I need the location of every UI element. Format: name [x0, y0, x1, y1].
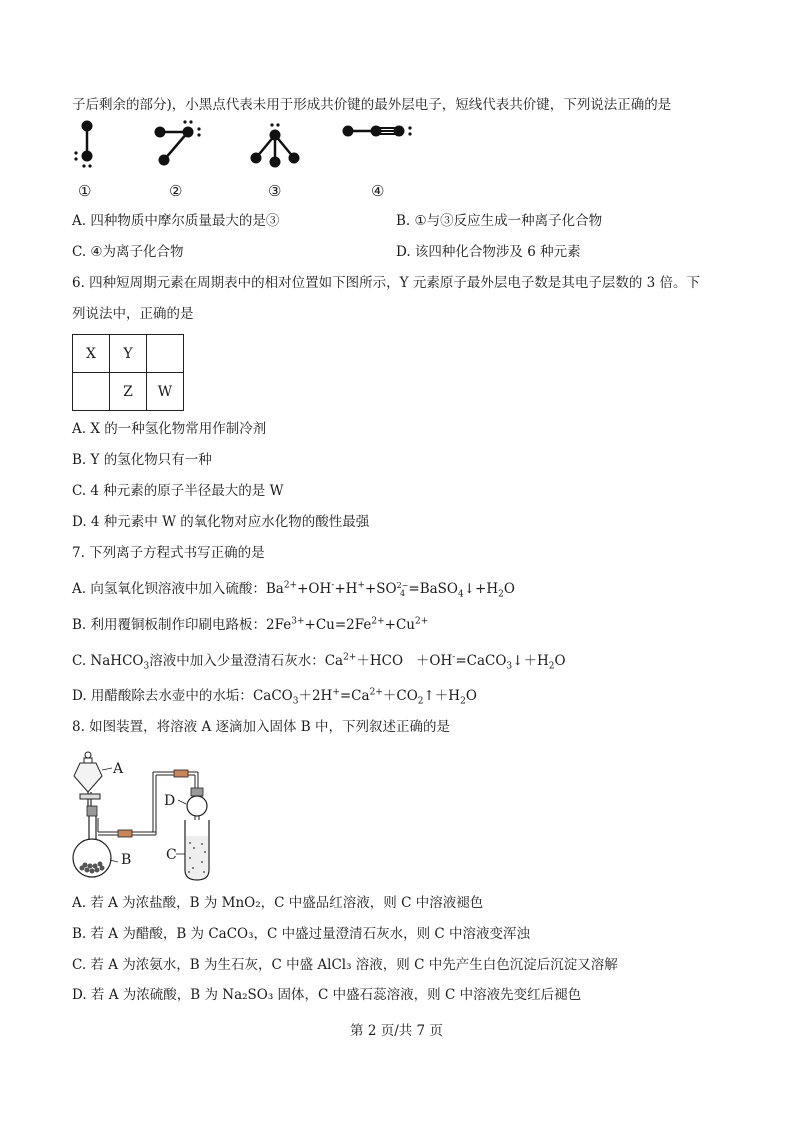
q7-option-b: B. 利用覆铜板制作印刷电路板：$2Fe^{3+}+Cu=2Fe^{2+}+Cu^{2+}$ [72, 616, 429, 633]
q7-option-a: A. 向氢氧化钡溶液中加入硫酸：$Ba^{2+}+OH^-+H^++SO2-$ $4 =BaSO_4↓+H_2O$ [72, 580, 515, 600]
q8-option-d: D. 若 A 为浓硫酸，B 为 Na₂SO₃ 固体，C 中盛石蕊溶液，则 C 中溶液先变红后褪色 [72, 987, 582, 1003]
q6-stem-line-2: 列说法中，正确的是 [72, 306, 194, 322]
q7-option-c-text: 溶液中加入少量澄清石灰水： [149, 653, 325, 669]
cell-z: Z [110, 373, 147, 411]
q8-option-c: C. 若 A 为浓氨水，B 为生石灰，C 中盛 AlCl₃ 溶液，则 C 中先产生白色沉淀后沉淀又溶解 [72, 957, 618, 973]
cell-y: Y [110, 335, 147, 373]
q6-option-d: D. 4 种元素中 W 的氧化物对应水化物的酸性最强 [72, 514, 370, 530]
q7-option-c-prefix: C. NaHCO [72, 653, 144, 669]
cell-w: W [147, 373, 184, 411]
q7-stem: 7. 下列离子方程式书写正确的是 [72, 545, 265, 561]
molecule-2-icon [155, 120, 201, 165]
q6-option-c: C. 4 种元素的原子半径最大的是 W [72, 483, 284, 499]
q6-option-a: A. X 的一种氢化物常用作制冷剂 [72, 421, 267, 437]
label-c: C [166, 847, 177, 863]
periodic-table-fragment [72, 334, 184, 411]
q7-option-d-text: D. 用醋酸除去水壶中的水垢： [72, 688, 253, 704]
q8-option-a: A. 若 A 为浓盐酸，B 为 MnO₂，C 中盛品红溶液，则 C 中溶液褪色 [72, 895, 484, 911]
q6-stem-line-1: 6. 四种短周期元素在周期表中的相对位置如下图所示，Y 元素原子最外层电子数是其电子层数的 3 倍。下 [72, 275, 701, 291]
label-b: B [121, 852, 132, 868]
q7-option-b-text: B. 利用覆铜板制作印刷电路板： [72, 617, 267, 633]
q7-option-c: C. NaHCO$_3$溶液中加入少量澄清石灰水：$Ca^{2+}+HCO$ $+OH^-=CaCO_3↓+H_2O$ [72, 652, 566, 672]
q8-stem: 8. 如图装置，将溶液 A 逐滴加入固体 B 中，下列叙述正确的是 [72, 719, 451, 735]
label-d: D [164, 793, 176, 809]
q8-option-b: B. 若 A 为醋酸，B 为 CaCO₃，C 中盛过量澄清石灰水，则 C 中溶液变浑浊 [72, 926, 531, 942]
cell-empty-1 [147, 335, 184, 373]
apparatus-diagram [68, 748, 228, 884]
molecule-4-label: ④ [371, 182, 385, 200]
molecule-4-icon [343, 126, 412, 137]
q5-option-b: B. ①与③反应生成一种离子化合物 [396, 213, 603, 229]
molecule-1-icon [74, 121, 92, 168]
label-a: A [113, 761, 124, 777]
q6-option-b: B. Y 的氢化物只有一种 [72, 452, 212, 468]
q7-option-a-text: A. 向氢氧化钡溶液中加入硫酸： [72, 581, 266, 597]
molecule-figure [60, 118, 430, 178]
cell-x: X [73, 335, 110, 373]
cell-empty-2 [73, 373, 110, 411]
molecule-1-label: ① [78, 182, 92, 200]
molecule-3-icon [251, 123, 300, 167]
molecule-3-label: ③ [268, 182, 282, 200]
q5-option-a: A. 四种物质中摩尔质量最大的是③ [72, 213, 280, 229]
q5-option-c: C. ④为离子化合物 [72, 244, 184, 260]
q7-option-d: D. 用醋酸除去水壶中的水垢：$CaCO_3+2H^+=Ca^{2+}+CO_2↑+H_2O$ [72, 687, 477, 707]
molecule-2-label: ② [169, 182, 183, 200]
q5-option-d: D. 该四种化合物涉及 6 种元素 [396, 244, 581, 260]
page-footer: 第 2 页/共 7 页 [350, 1023, 443, 1039]
question-5-stem-tail: 子后剩余的部分)，小黑点代表未用于形成共价键的最外层电子，短线代表共价键，下列说法正确的是 [72, 97, 672, 113]
